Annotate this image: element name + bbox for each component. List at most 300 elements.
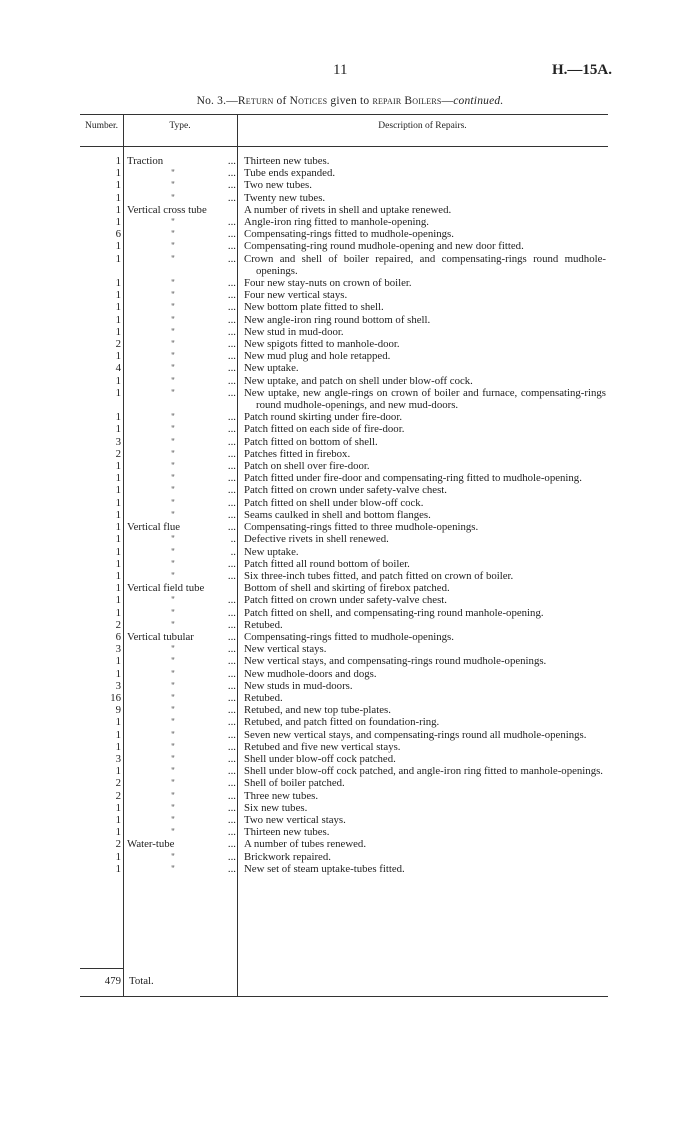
row-type-text: " bbox=[171, 339, 175, 350]
row-description-text: Compensating-rings fitted to three mudhole-openings. bbox=[244, 521, 479, 534]
row-leader-dots: ... bbox=[227, 435, 236, 448]
row-number: 1 bbox=[115, 240, 121, 253]
row-leader-dots: ... bbox=[227, 289, 236, 302]
table-row bbox=[80, 509, 608, 521]
table-row bbox=[80, 228, 608, 240]
row-type bbox=[121, 753, 239, 765]
table-row bbox=[80, 741, 608, 753]
row-type-text: " bbox=[171, 326, 175, 337]
row-type bbox=[121, 472, 239, 484]
row-leader-dots: ... bbox=[227, 630, 236, 643]
row-description bbox=[239, 460, 608, 472]
row-type bbox=[121, 411, 239, 423]
row-type-text: Water-tube bbox=[127, 838, 175, 851]
row-description-text: Patch on shell over fire-door. bbox=[244, 460, 370, 473]
row-type-text: " bbox=[171, 278, 175, 289]
row-type-text: " bbox=[171, 644, 175, 655]
row-type bbox=[121, 289, 239, 301]
row-type-text: " bbox=[171, 351, 175, 362]
table-row bbox=[80, 680, 608, 692]
row-description bbox=[239, 826, 608, 838]
table-row bbox=[80, 546, 608, 558]
row-type-text: " bbox=[171, 461, 175, 472]
row-number: 1 bbox=[115, 313, 121, 326]
row-leader-dots: ... bbox=[227, 801, 236, 814]
row-type bbox=[121, 448, 239, 460]
table-row bbox=[80, 582, 608, 594]
row-description bbox=[239, 411, 608, 423]
table-row bbox=[80, 423, 608, 435]
row-description-text: New bottom plate fitted to shell. bbox=[244, 301, 384, 314]
row-type-text: " bbox=[171, 790, 175, 801]
row-leader-dots: ... bbox=[227, 386, 236, 399]
row-description bbox=[239, 350, 608, 362]
row-type bbox=[121, 668, 239, 680]
row-type-text: " bbox=[171, 363, 175, 374]
row-number: 1 bbox=[115, 582, 121, 595]
row-description-text: Shell under blow-off cock patched, and angle-iron ring fitted to manhole-openings. bbox=[244, 765, 603, 778]
row-number: 3 bbox=[115, 752, 121, 765]
row-description bbox=[239, 314, 608, 326]
row-description bbox=[239, 777, 608, 789]
row-type bbox=[121, 277, 239, 289]
row-number: 1 bbox=[115, 508, 121, 521]
row-number: 1 bbox=[115, 655, 121, 668]
row-description bbox=[239, 680, 608, 692]
table-row bbox=[80, 301, 608, 313]
table-row bbox=[80, 655, 608, 667]
row-leader-dots: ... bbox=[227, 362, 236, 375]
row-type-text: Vertical field tube bbox=[127, 582, 205, 595]
row-description-text: New uptake, and patch on shell under blow-off cock. bbox=[244, 374, 473, 387]
row-description bbox=[239, 607, 608, 619]
row-description bbox=[239, 851, 608, 863]
row-leader-dots: ... bbox=[227, 350, 236, 363]
row-leader-dots: ... bbox=[227, 569, 236, 582]
document-reference: H.—15A. bbox=[552, 62, 612, 78]
row-leader-dots: ... bbox=[227, 325, 236, 338]
row-type-text: " bbox=[171, 717, 175, 728]
row-type bbox=[121, 253, 239, 277]
table-row bbox=[80, 436, 608, 448]
row-description bbox=[239, 594, 608, 606]
row-leader-dots: ... bbox=[227, 728, 236, 741]
row-leader-dots: ... bbox=[227, 472, 236, 485]
row-number: 1 bbox=[115, 289, 121, 302]
row-leader-dots: ... bbox=[227, 179, 236, 192]
table-bottom-rule bbox=[80, 996, 608, 997]
row-type-text: " bbox=[171, 375, 175, 386]
row-type-text: " bbox=[171, 656, 175, 667]
row-type bbox=[121, 314, 239, 326]
row-description bbox=[239, 582, 608, 594]
row-description-text: Retubed and five new vertical stays. bbox=[244, 740, 401, 753]
table-row bbox=[80, 802, 608, 814]
row-type bbox=[121, 155, 239, 167]
table-row bbox=[80, 619, 608, 631]
row-description bbox=[239, 790, 608, 802]
row-type bbox=[121, 436, 239, 448]
row-description bbox=[239, 204, 608, 216]
row-type-text: " bbox=[171, 607, 175, 618]
row-type bbox=[121, 765, 239, 777]
row-type bbox=[121, 350, 239, 362]
row-description bbox=[239, 472, 608, 484]
table-row bbox=[80, 594, 608, 606]
row-type-text: " bbox=[171, 668, 175, 679]
table-row bbox=[80, 167, 608, 179]
table-row bbox=[80, 570, 608, 582]
total-count: 479 bbox=[104, 975, 121, 987]
row-type-text: " bbox=[171, 485, 175, 496]
row-number: 1 bbox=[115, 484, 121, 497]
row-number: 1 bbox=[115, 850, 121, 863]
row-number: 4 bbox=[115, 362, 121, 375]
row-type-text: " bbox=[171, 741, 175, 752]
row-number: 1 bbox=[115, 826, 121, 839]
row-type bbox=[121, 619, 239, 631]
row-type-text: " bbox=[171, 619, 175, 630]
row-type-text: " bbox=[171, 412, 175, 423]
row-description bbox=[239, 253, 608, 277]
row-description bbox=[239, 631, 608, 643]
row-number: 1 bbox=[115, 277, 121, 290]
table-row bbox=[80, 314, 608, 326]
row-description bbox=[239, 814, 608, 826]
row-number: 2 bbox=[115, 447, 121, 460]
row-leader-dots: ... bbox=[227, 679, 236, 692]
row-type-text: " bbox=[171, 436, 175, 447]
table-row bbox=[80, 350, 608, 362]
row-description bbox=[239, 326, 608, 338]
row-description bbox=[239, 301, 608, 313]
row-type-text: " bbox=[171, 180, 175, 191]
row-leader-dots: ... bbox=[227, 655, 236, 668]
row-type-text: " bbox=[171, 778, 175, 789]
row-leader-dots: ... bbox=[227, 862, 236, 875]
row-leader-dots: ... bbox=[227, 606, 236, 619]
row-description bbox=[239, 802, 608, 814]
row-description-text: Patch round skirting under fire-door. bbox=[244, 411, 403, 424]
row-leader-dots: ... bbox=[227, 155, 236, 167]
row-type-text: " bbox=[171, 497, 175, 508]
row-leader-dots: ... bbox=[227, 667, 236, 680]
row-leader-dots: ... bbox=[227, 716, 236, 729]
row-number: 1 bbox=[115, 191, 121, 204]
row-description bbox=[239, 838, 608, 850]
row-description-text: Patch fitted on bottom of shell. bbox=[244, 435, 378, 448]
row-type-text: Vertical cross tube bbox=[127, 203, 207, 216]
row-description-text: Retubed. bbox=[244, 691, 283, 704]
row-description bbox=[239, 692, 608, 704]
row-number: 1 bbox=[115, 411, 121, 424]
row-type-text: " bbox=[171, 863, 175, 874]
row-number: 1 bbox=[115, 521, 121, 534]
row-leader-dots: ... bbox=[227, 191, 236, 204]
row-type-text: Vertical flue bbox=[127, 521, 181, 534]
row-number: 3 bbox=[115, 643, 121, 656]
row-description-text: New vertical stays. bbox=[244, 643, 327, 656]
row-number: 6 bbox=[115, 630, 121, 643]
total-label: Total. bbox=[129, 975, 154, 987]
row-type bbox=[121, 375, 239, 387]
row-description-text: Patch fitted on shell, and compensating-ring round manhole-opening. bbox=[244, 606, 544, 619]
row-number: 1 bbox=[115, 423, 121, 436]
total-row bbox=[80, 975, 608, 987]
row-description-text: Six new tubes. bbox=[244, 801, 308, 814]
row-description-text: Compensating-ring round mudhole-opening and new door fitted. bbox=[244, 240, 524, 253]
table-row bbox=[80, 790, 608, 802]
row-type-text: " bbox=[171, 680, 175, 691]
row-description bbox=[239, 521, 608, 533]
row-description-text: A number of tubes renewed. bbox=[244, 838, 367, 851]
row-leader-dots: ... bbox=[227, 765, 236, 778]
row-description bbox=[239, 741, 608, 753]
row-description bbox=[239, 863, 608, 875]
row-number: 2 bbox=[115, 789, 121, 802]
row-type-text: " bbox=[171, 241, 175, 252]
row-number: 1 bbox=[115, 728, 121, 741]
row-number: 1 bbox=[115, 472, 121, 485]
row-description-text: Retubed, and new top tube-plates. bbox=[244, 704, 391, 717]
table-row bbox=[80, 326, 608, 338]
row-description bbox=[239, 448, 608, 460]
row-description-text: Patch fitted under fire-door and compensating-ring fitted to mudhole-opening. bbox=[244, 472, 582, 485]
row-description-text: Patch fitted on each side of fire-door. bbox=[244, 423, 405, 436]
row-type bbox=[121, 692, 239, 704]
row-type bbox=[121, 716, 239, 728]
row-description bbox=[239, 179, 608, 191]
header-bottom-rule bbox=[80, 146, 608, 147]
table-row bbox=[80, 472, 608, 484]
row-type-text: " bbox=[171, 302, 175, 313]
row-leader-dots: ... bbox=[227, 484, 236, 497]
row-type bbox=[121, 216, 239, 228]
table-row bbox=[80, 704, 608, 716]
row-description bbox=[239, 655, 608, 667]
row-type-text: " bbox=[171, 692, 175, 703]
row-description-text: New angle-iron ring round bottom of shell. bbox=[244, 313, 431, 326]
row-description bbox=[239, 192, 608, 204]
table-row bbox=[80, 838, 608, 850]
row-type bbox=[121, 362, 239, 374]
row-description-text: Shell of boiler patched. bbox=[244, 777, 345, 790]
row-type-text: " bbox=[171, 448, 175, 459]
table-row bbox=[80, 607, 608, 619]
row-number: 1 bbox=[115, 350, 121, 363]
row-type bbox=[121, 790, 239, 802]
column-header-type: Type. bbox=[169, 121, 191, 131]
row-description bbox=[239, 338, 608, 350]
row-description-text: Patch fitted on crown under safety-valve chest. bbox=[244, 594, 447, 607]
row-type bbox=[121, 631, 239, 643]
row-type bbox=[121, 582, 239, 594]
row-type bbox=[121, 192, 239, 204]
row-description bbox=[239, 228, 608, 240]
table-row bbox=[80, 362, 608, 374]
row-number: 2 bbox=[115, 777, 121, 790]
row-description-text: Four new vertical stays. bbox=[244, 289, 348, 302]
row-type-text: " bbox=[171, 546, 175, 557]
row-description-text: New spigots fitted to manhole-door. bbox=[244, 338, 400, 351]
row-type bbox=[121, 179, 239, 191]
table-row bbox=[80, 484, 608, 496]
row-type bbox=[121, 546, 239, 558]
row-number: 1 bbox=[115, 386, 121, 399]
row-type bbox=[121, 851, 239, 863]
row-description bbox=[239, 375, 608, 387]
row-type-text: " bbox=[171, 705, 175, 716]
row-type bbox=[121, 509, 239, 521]
row-leader-dots: ... bbox=[227, 618, 236, 631]
row-leader-dots: ... bbox=[227, 338, 236, 351]
row-description bbox=[239, 289, 608, 301]
row-description bbox=[239, 216, 608, 228]
table-row bbox=[80, 289, 608, 301]
row-type-text: " bbox=[171, 192, 175, 203]
row-description-text: Brickwork repaired. bbox=[244, 850, 331, 863]
table-row bbox=[80, 826, 608, 838]
row-leader-dots: ... bbox=[227, 252, 236, 265]
table-row bbox=[80, 668, 608, 680]
row-description-text: Compensating-rings fitted to mudhole-openings. bbox=[244, 228, 454, 241]
row-number: 1 bbox=[115, 765, 121, 778]
table-row bbox=[80, 777, 608, 789]
row-number: 1 bbox=[115, 557, 121, 570]
row-type bbox=[121, 301, 239, 313]
row-type-text: " bbox=[171, 558, 175, 569]
row-description-text: Six three-inch tubes fitted, and patch fitted on crown of boiler. bbox=[244, 569, 514, 582]
row-type-text: " bbox=[171, 473, 175, 484]
row-leader-dots: ... bbox=[227, 460, 236, 473]
row-type-text: " bbox=[171, 168, 175, 179]
row-type-text: " bbox=[171, 217, 175, 228]
row-type-text: " bbox=[171, 595, 175, 606]
row-description bbox=[239, 753, 608, 765]
table-row bbox=[80, 716, 608, 728]
row-description-text: Patch fitted all round bottom of boiler. bbox=[244, 557, 410, 570]
table-row bbox=[80, 765, 608, 777]
row-leader-dots: ... bbox=[227, 411, 236, 424]
row-description-text: Seven new vertical stays, and compensating-rings round all mudhole-openings. bbox=[244, 728, 587, 741]
row-description bbox=[239, 765, 608, 777]
row-description bbox=[239, 240, 608, 252]
row-leader-dots: ... bbox=[227, 496, 236, 509]
row-description-text: Retubed. bbox=[244, 618, 283, 631]
row-type bbox=[121, 607, 239, 619]
row-description bbox=[239, 619, 608, 631]
column-header-number: Number. bbox=[85, 121, 118, 131]
row-number: 1 bbox=[115, 606, 121, 619]
row-description-text: New mudhole-doors and dogs. bbox=[244, 667, 377, 680]
row-leader-dots: ... bbox=[227, 447, 236, 460]
row-leader-dots: ... bbox=[227, 557, 236, 570]
row-description bbox=[239, 423, 608, 435]
repairs-table-body bbox=[80, 155, 608, 875]
table-row bbox=[80, 558, 608, 570]
row-type bbox=[121, 558, 239, 570]
table-row bbox=[80, 277, 608, 289]
row-description-text: A number of rivets in shell and uptake renewed. bbox=[244, 203, 452, 216]
row-description-text: Seams caulked in shell and bottom flanges. bbox=[244, 508, 431, 521]
row-type-text: " bbox=[171, 753, 175, 764]
row-type bbox=[121, 167, 239, 179]
row-number: 1 bbox=[115, 813, 121, 826]
table-title: No. 3.—Return of Notices given to repair Boilers—continued. bbox=[196, 95, 504, 107]
row-description bbox=[239, 509, 608, 521]
row-description-text: Angle-iron ring fitted to manhole-opening. bbox=[244, 216, 430, 229]
row-type bbox=[121, 240, 239, 252]
row-description-text: Compensating-rings fitted to mudhole-openings. bbox=[244, 630, 454, 643]
row-type bbox=[121, 704, 239, 716]
row-number: 1 bbox=[115, 216, 121, 229]
table-row bbox=[80, 692, 608, 704]
table-top-rule bbox=[80, 114, 608, 115]
row-type bbox=[121, 497, 239, 509]
row-type bbox=[121, 423, 239, 435]
row-type bbox=[121, 594, 239, 606]
row-leader-dots: .. bbox=[230, 533, 236, 546]
row-description-text: Bottom of shell and skirting of firebox patched. bbox=[244, 582, 450, 595]
row-number: 1 bbox=[115, 374, 121, 387]
row-number: 1 bbox=[115, 569, 121, 582]
page-number: 11 bbox=[333, 62, 348, 78]
table-row bbox=[80, 192, 608, 204]
row-description bbox=[239, 704, 608, 716]
row-type-text: " bbox=[171, 827, 175, 838]
row-type-text: " bbox=[171, 570, 175, 581]
row-number: 2 bbox=[115, 338, 121, 351]
row-number: 1 bbox=[115, 862, 121, 875]
row-number: 3 bbox=[115, 679, 121, 692]
table-row bbox=[80, 814, 608, 826]
row-description-text: Twenty new tubes. bbox=[244, 191, 326, 204]
row-type bbox=[121, 777, 239, 789]
table-row bbox=[80, 631, 608, 643]
row-type bbox=[121, 228, 239, 240]
row-leader-dots: ... bbox=[227, 691, 236, 704]
row-number: 1 bbox=[115, 167, 121, 180]
row-type-text: " bbox=[171, 424, 175, 435]
table-row bbox=[80, 204, 608, 216]
table-row bbox=[80, 729, 608, 741]
row-description-text: Two new tubes. bbox=[244, 179, 312, 192]
row-description-text: Patches fitted in firebox. bbox=[244, 447, 351, 460]
row-leader-dots: ... bbox=[227, 374, 236, 387]
row-type-text: " bbox=[171, 314, 175, 325]
row-description bbox=[239, 643, 608, 655]
table-row bbox=[80, 460, 608, 472]
row-type bbox=[121, 570, 239, 582]
row-leader-dots: ... bbox=[227, 740, 236, 753]
table-row bbox=[80, 179, 608, 191]
row-leader-dots: ... bbox=[227, 838, 236, 851]
row-description-text: Four new stay-nuts on crown of boiler. bbox=[244, 277, 412, 290]
row-type bbox=[121, 460, 239, 472]
table-row bbox=[80, 643, 608, 655]
row-number: 1 bbox=[115, 716, 121, 729]
row-description-text: Defective rivets in shell renewed. bbox=[244, 533, 389, 546]
row-type-text: " bbox=[171, 387, 175, 398]
row-number: 1 bbox=[115, 252, 121, 265]
row-number: 9 bbox=[115, 704, 121, 717]
column-header-description: Description of Repairs. bbox=[378, 121, 467, 131]
row-description-text: New stud in mud-door. bbox=[244, 325, 344, 338]
table-row bbox=[80, 533, 608, 545]
row-description-text: Three new tubes. bbox=[244, 789, 319, 802]
table-row bbox=[80, 387, 608, 411]
row-description bbox=[239, 570, 608, 582]
